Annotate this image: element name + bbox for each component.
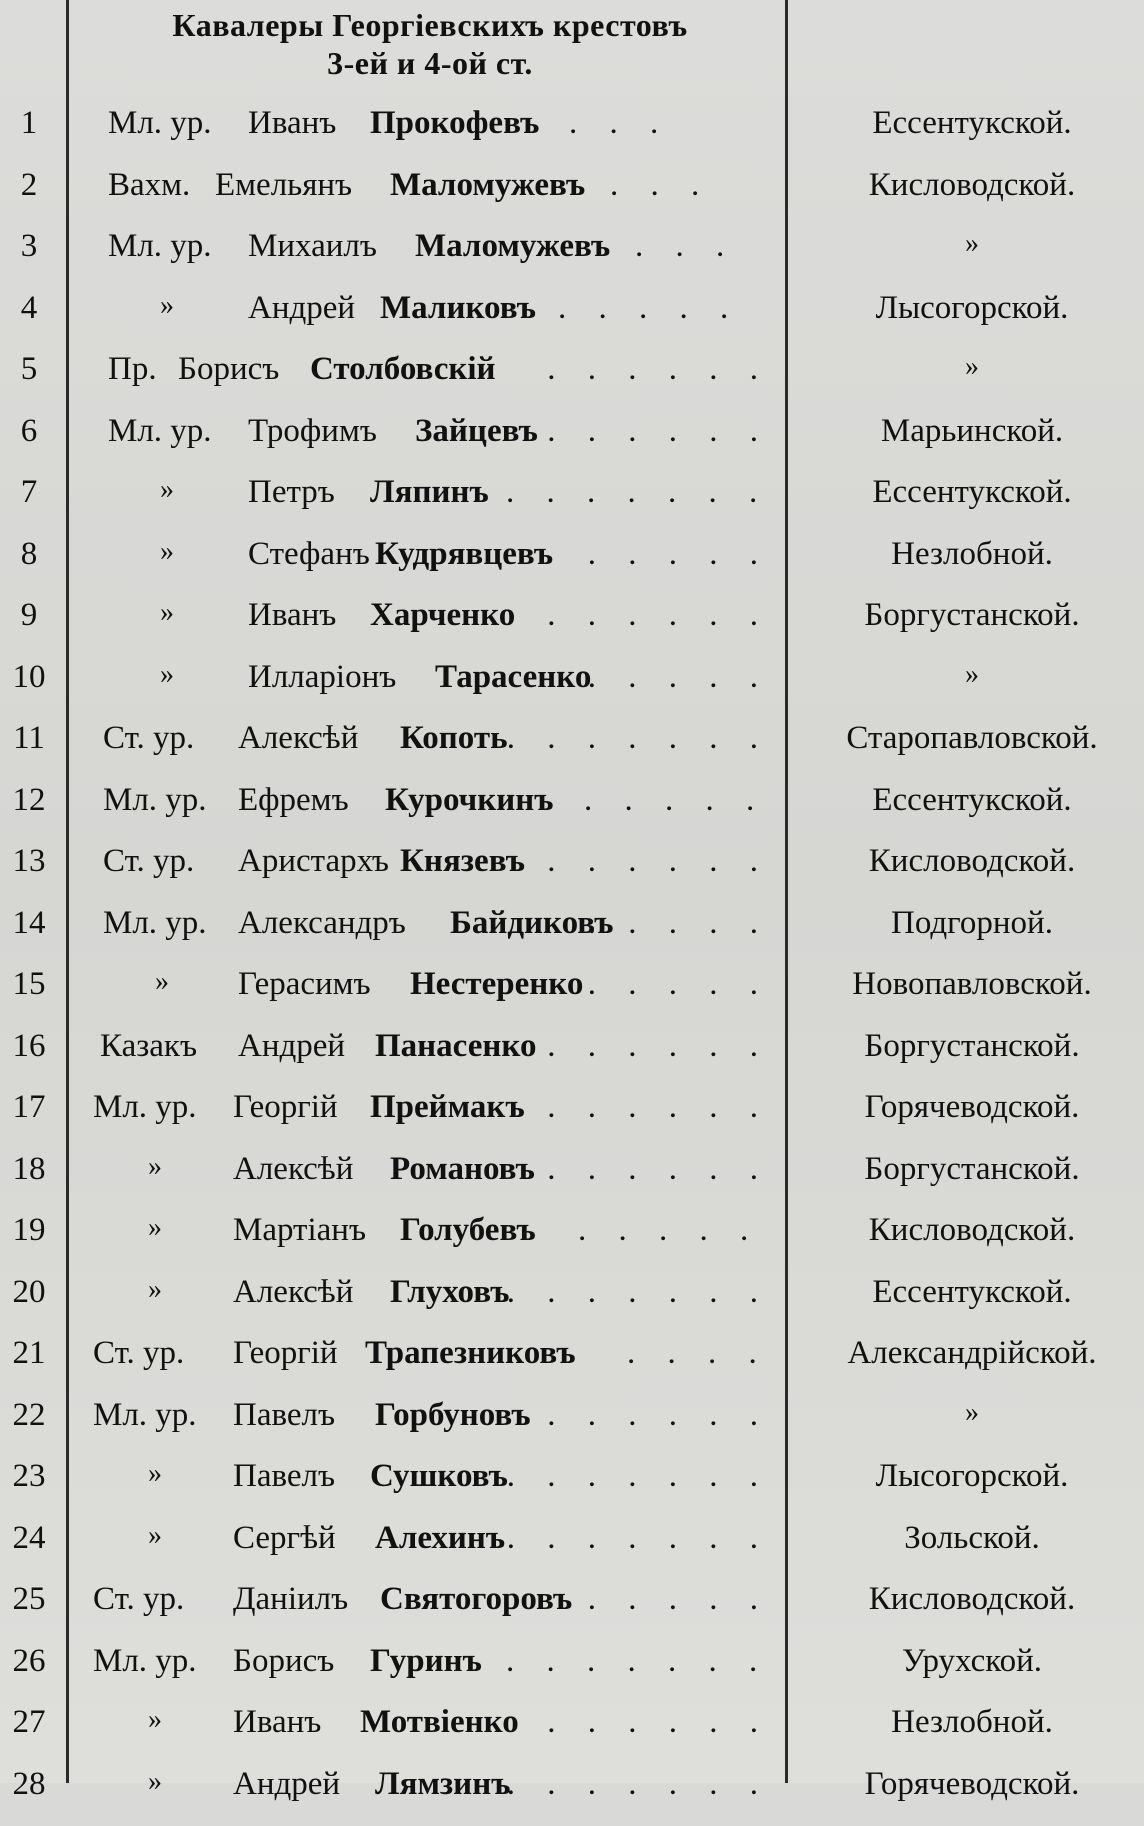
row-number: 3 xyxy=(20,228,38,264)
station: Лысогорской. xyxy=(875,1458,1069,1494)
surname: Гуринъ xyxy=(370,1642,482,1679)
surname: Маломужевъ xyxy=(415,228,611,264)
station: Горячеводской. xyxy=(864,1089,1080,1125)
rank: Ст. ур. xyxy=(93,1581,185,1617)
table-row xyxy=(0,905,1144,965)
table-row xyxy=(0,351,1144,411)
station: Боргустанской. xyxy=(864,1027,1080,1064)
station: Ессентукской. xyxy=(872,474,1072,510)
table-row xyxy=(0,1274,1144,1334)
row-number: 26 xyxy=(12,1642,46,1679)
first-name: Павелъ xyxy=(233,1458,336,1494)
leader-dots: . . . . . . xyxy=(547,843,770,879)
station: Зольской. xyxy=(904,1519,1040,1556)
station: Марьинской. xyxy=(880,412,1064,449)
first-name: Алексѣй xyxy=(233,1273,354,1310)
rank: » xyxy=(160,474,174,505)
rank: Казакъ xyxy=(100,1027,198,1064)
surname: Тарасенко xyxy=(435,658,592,695)
first-name: Георгій xyxy=(233,1335,338,1371)
leader-dots: . . . . . . xyxy=(547,1396,770,1433)
table-row xyxy=(0,1704,1144,1764)
table-row xyxy=(0,474,1144,534)
first-name: Сергѣй xyxy=(233,1519,336,1556)
first-name: Михаилъ xyxy=(248,228,377,264)
leader-dots: . . . . . . xyxy=(547,351,770,387)
rank: Мл. ур. xyxy=(108,412,212,449)
row-number: 15 xyxy=(12,966,46,1002)
row-number: 20 xyxy=(12,1273,46,1310)
surname: Маломужевъ xyxy=(390,166,586,203)
row-number: 12 xyxy=(12,781,46,818)
station: Кисловодской. xyxy=(868,166,1076,203)
rank: Вахм. xyxy=(108,166,191,203)
table-row xyxy=(0,290,1144,350)
first-name: Мартіанъ xyxy=(233,1212,367,1248)
leader-dots: . . . . . . . xyxy=(506,474,770,510)
leader-dots: . . . . . . xyxy=(547,597,770,633)
first-name: Алексѣй xyxy=(238,720,359,756)
row-number: 19 xyxy=(12,1212,46,1248)
first-name: Иванъ xyxy=(248,105,337,141)
station: Незлобной. xyxy=(891,1704,1053,1740)
surname: Голубевъ xyxy=(400,1212,536,1248)
row-number: 18 xyxy=(12,1150,46,1187)
leader-dots: . . . . . . . xyxy=(506,1273,770,1310)
station: Ессентукской. xyxy=(872,1273,1072,1310)
rank: » xyxy=(155,966,169,997)
first-name: Аристархъ xyxy=(238,843,389,879)
station: Кисловодской. xyxy=(868,1212,1076,1248)
rank: » xyxy=(148,1458,162,1489)
surname: Мотвіенко xyxy=(360,1704,519,1740)
table-row xyxy=(0,1151,1144,1211)
surname: Ляпинъ xyxy=(370,474,489,510)
header-subtitle: 3-ей и 4-ой ст. xyxy=(327,45,533,81)
table-row xyxy=(0,966,1144,1026)
rank: Ст. ур. xyxy=(103,843,195,879)
station: Горячеводской. xyxy=(864,1765,1080,1802)
row-number: 8 xyxy=(20,535,38,572)
surname: Глуховъ xyxy=(390,1273,510,1310)
rank: Мл. ур. xyxy=(93,1642,197,1679)
station: » xyxy=(965,1396,979,1428)
station: Александрійской. xyxy=(847,1335,1097,1371)
surname: Столбовскій xyxy=(310,351,496,387)
leader-dots: . . . . . . xyxy=(547,1027,770,1064)
table-row xyxy=(0,228,1144,288)
surname: Кудрявцевъ xyxy=(375,535,554,572)
station: Боргустанской. xyxy=(864,1150,1080,1187)
row-number: 2 xyxy=(20,166,38,203)
row-number: 11 xyxy=(13,720,45,756)
table-row xyxy=(0,1397,1144,1457)
surname: Маликовъ xyxy=(380,289,536,326)
rank: » xyxy=(148,1150,162,1182)
station: Старопавловской. xyxy=(846,720,1098,756)
table-row xyxy=(0,1643,1144,1703)
first-name: Ефремъ xyxy=(238,781,349,818)
leader-dots: . . . . . xyxy=(587,535,770,572)
rank: Мл. ур. xyxy=(103,781,207,818)
first-name: Петръ xyxy=(248,474,335,510)
surname: Святогоровъ xyxy=(380,1581,573,1617)
row-number: 9 xyxy=(20,597,38,633)
rank: » xyxy=(148,1704,162,1735)
table-row xyxy=(0,413,1144,473)
leader-dots: . . . . . . . xyxy=(506,1519,770,1556)
table-row xyxy=(0,597,1144,657)
surname: Романовъ xyxy=(390,1150,535,1187)
table-row xyxy=(0,1335,1144,1395)
rank: » xyxy=(160,289,174,321)
table-row xyxy=(0,536,1144,596)
rank: » xyxy=(160,658,174,690)
table-header xyxy=(80,6,780,82)
surname: Алехинъ xyxy=(375,1519,506,1556)
first-name: Борисъ xyxy=(178,351,280,387)
first-name: Стефанъ xyxy=(248,535,370,572)
row-number: 6 xyxy=(20,412,38,449)
row-number: 23 xyxy=(12,1458,46,1494)
leader-dots: . . . . . xyxy=(587,966,770,1002)
rank: » xyxy=(160,597,174,628)
station: Кисловодской. xyxy=(868,1581,1076,1617)
first-name: Георгій xyxy=(233,1089,338,1125)
leader-dots: . . . xyxy=(610,166,712,203)
first-name: Даніилъ xyxy=(233,1581,349,1617)
first-name: Александръ xyxy=(238,904,406,941)
rank: Мл. ур. xyxy=(93,1089,197,1125)
surname: Князевъ xyxy=(400,843,525,879)
surname: Горбуновъ xyxy=(375,1396,531,1433)
leader-dots: . . . . . . . xyxy=(506,1458,770,1494)
rank: » xyxy=(148,1519,162,1551)
rank: » xyxy=(148,1765,162,1797)
first-name: Трофимъ xyxy=(248,412,377,449)
rank: Ст. ур. xyxy=(93,1335,185,1371)
row-number: 5 xyxy=(20,351,38,387)
first-name: Алексѣй xyxy=(233,1150,354,1187)
row-number: 28 xyxy=(12,1765,46,1802)
surname: Копоть xyxy=(400,720,508,756)
table-row xyxy=(0,1089,1144,1149)
row-number: 14 xyxy=(12,904,46,941)
rank: Мл. ур. xyxy=(93,1396,197,1433)
first-name: Андрей xyxy=(233,1765,341,1802)
first-name: Емельянъ xyxy=(215,166,353,203)
leader-dots: . . . . . . . xyxy=(506,720,770,756)
rank: » xyxy=(160,535,174,567)
leader-dots: . . . . . . xyxy=(547,412,770,449)
row-number: 16 xyxy=(12,1027,46,1064)
rank: Мл. ур. xyxy=(108,105,212,141)
station: » xyxy=(965,658,979,690)
surname: Преймакъ xyxy=(370,1089,525,1125)
leader-dots: . . . . . . xyxy=(547,1150,770,1187)
first-name: Иванъ xyxy=(233,1704,322,1740)
row-number: 27 xyxy=(12,1704,46,1740)
leader-dots: . . . . . . . xyxy=(506,1765,770,1802)
surname: Лямзинъ xyxy=(375,1765,511,1802)
table-row xyxy=(0,1028,1144,1088)
first-name: Герасимъ xyxy=(238,966,371,1002)
table-row xyxy=(0,1212,1144,1272)
station: Ессентукской. xyxy=(872,781,1072,818)
station: Урухской. xyxy=(902,1642,1042,1679)
leader-dots: . . . xyxy=(635,228,737,264)
table-row xyxy=(0,1520,1144,1580)
first-name: Борисъ xyxy=(233,1642,335,1679)
table-row xyxy=(0,1458,1144,1518)
station: » xyxy=(965,228,979,259)
table-row xyxy=(0,167,1144,227)
row-number: 25 xyxy=(12,1581,46,1617)
table-row xyxy=(0,782,1144,842)
surname: Зайцевъ xyxy=(415,412,538,449)
leader-dots: . . . . . . . xyxy=(506,1642,770,1679)
first-name: Андрей xyxy=(248,289,356,326)
station: Ессентукской. xyxy=(872,105,1072,141)
row-number: 7 xyxy=(20,474,38,510)
surname: Панасенко xyxy=(375,1027,537,1064)
station: Новопавловской. xyxy=(852,966,1092,1002)
surname: Нестеренко xyxy=(410,966,584,1002)
station: Боргустанской. xyxy=(864,597,1080,633)
first-name: Андрей xyxy=(238,1027,346,1064)
surname: Курочкинъ xyxy=(385,781,554,818)
surname: Байдиковъ xyxy=(450,904,614,941)
leader-dots: . . . . . xyxy=(584,781,767,818)
leader-dots: . . . . . . xyxy=(547,1704,770,1740)
rank: Пр. xyxy=(108,351,157,387)
row-number: 22 xyxy=(12,1396,46,1433)
station: Кисловодской. xyxy=(868,843,1076,879)
row-number: 17 xyxy=(12,1089,46,1125)
leader-dots: . . . . . xyxy=(587,904,770,941)
row-number: 10 xyxy=(12,658,46,695)
leader-dots: . . . . . . xyxy=(547,1089,770,1125)
station: Незлобной. xyxy=(891,535,1053,572)
table-row xyxy=(0,105,1144,165)
rank: » xyxy=(148,1273,162,1305)
leader-dots: . . . . xyxy=(627,1335,769,1371)
surname: Сушковъ xyxy=(370,1458,508,1494)
row-number: 21 xyxy=(12,1335,46,1371)
leader-dots: . . . . . xyxy=(587,1581,770,1617)
leader-dots: . . . . . xyxy=(578,1212,761,1248)
station: » xyxy=(965,351,979,382)
first-name: Илларіонъ xyxy=(248,658,397,695)
table-row xyxy=(0,720,1144,780)
surname: Трапезниковъ xyxy=(365,1335,576,1371)
surname: Харченко xyxy=(370,597,516,633)
rank: Ст. ур. xyxy=(103,720,195,756)
rank: » xyxy=(148,1212,162,1243)
row-number: 24 xyxy=(12,1519,46,1556)
table-row xyxy=(0,659,1144,719)
leader-dots: . . . . . xyxy=(587,658,770,695)
leader-dots: . . . xyxy=(569,105,671,141)
table-row xyxy=(0,1581,1144,1641)
leader-dots: . . . . . xyxy=(558,289,741,326)
table-row xyxy=(0,1766,1144,1826)
rank: Мл. ур. xyxy=(103,904,207,941)
station: Подгорной. xyxy=(891,904,1053,941)
row-number: 13 xyxy=(12,843,46,879)
table-row xyxy=(0,843,1144,903)
rank: Мл. ур. xyxy=(108,228,212,264)
first-name: Иванъ xyxy=(248,597,337,633)
row-number: 4 xyxy=(20,289,38,326)
header-title: Кавалеры Георгіевскихъ крестовъ xyxy=(172,7,688,43)
row-number: 1 xyxy=(20,105,38,141)
first-name: Павелъ xyxy=(233,1396,336,1433)
station: Лысогорской. xyxy=(875,289,1069,326)
surname: Прокофевъ xyxy=(370,105,540,141)
